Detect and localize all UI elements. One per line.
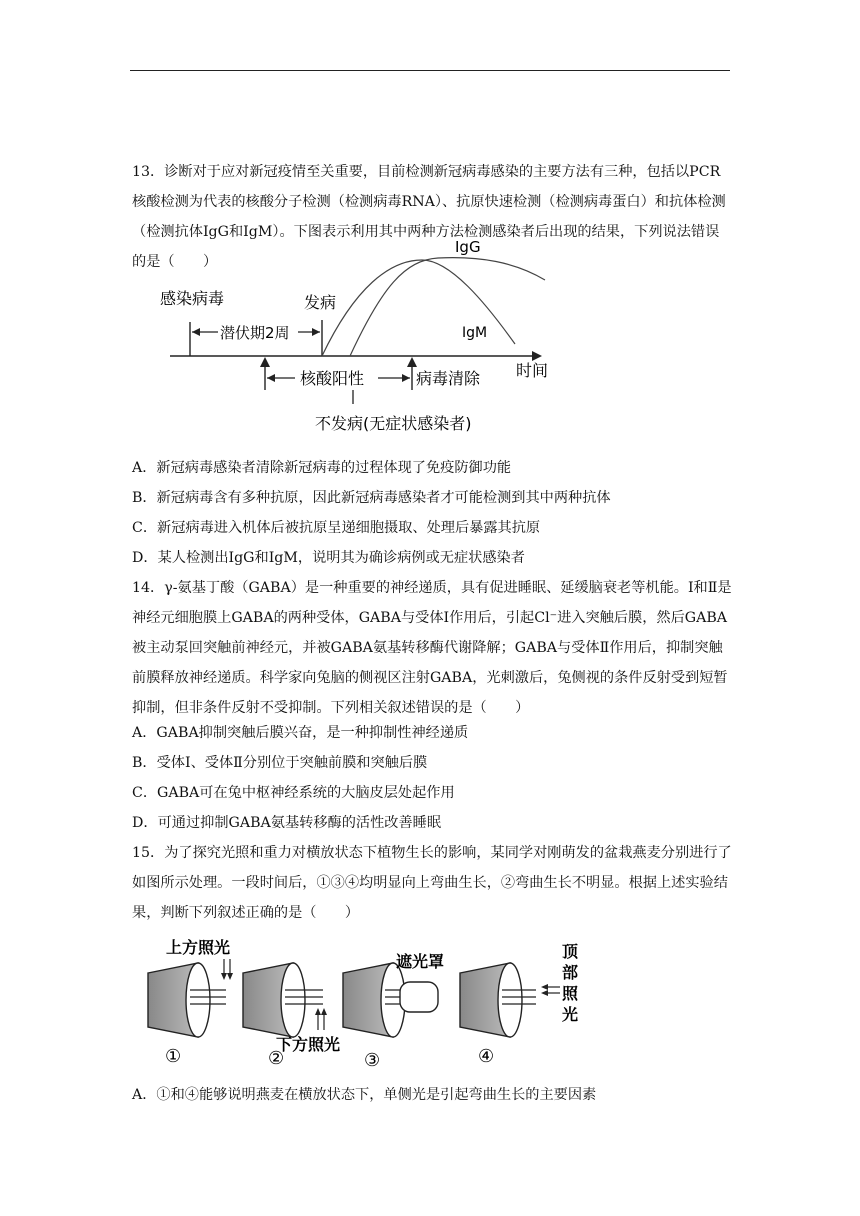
- q14-option-a: A．GABA抑制突触后膜兴奋，是一种抑制性神经递质: [132, 725, 469, 741]
- label-3: ③: [364, 1050, 381, 1071]
- q13-figure: [150, 232, 570, 442]
- tip-light-char-3: 照: [562, 984, 579, 1003]
- igm-curve: [322, 260, 515, 356]
- q15-option-a: A．①和④能够说明燕麦在横放状态下，单侧光是引起弯曲生长的主要因素: [132, 1087, 597, 1103]
- top-light-label: 上方照光: [166, 938, 231, 957]
- pot-3: [343, 963, 438, 1037]
- q13-stem: 13．诊断对于应对新冠疫情至关重要，目前检测新冠病毒感染的主要方法有三种，包括以PCR核酸检测为代表的核酸分子检测（检测病毒RNA）、抗原快速检测（检测病毒蛋白）和抗体检测（检测抗体IgG和IgM）。下图表示利用其中两种方法检测感染者后出现的结果，下列说法错误的是（ ）: [132, 164, 726, 270]
- q14-stem: 14．γ-氨基丁酸（GABA）是一种重要的神经递质，具有促进睡眠、延缓脑衰老等机能。Ⅰ和Ⅱ是神经元细胞膜上GABA的两种受体，GABA与受体Ⅰ作用后，引起Cl⁻进入突触后膜，然后GABA被主动泵回突触前神经元，并被GABA氨基转移酶代谢降解；GABA与受体Ⅱ作用后，抑制突触前膜释放神经递质。科学家向兔脑的侧视区注射GABA，光刺激后，兔侧视的条件反射受到短暂抑制，但非条件反射不受抑制。下列相关叙述错误的是（ ）: [132, 580, 732, 716]
- nucleic-positive-label: 核酸阳性: [300, 369, 365, 388]
- header-rule: [130, 70, 730, 71]
- pot-1: [148, 963, 226, 1037]
- q15-figure: [138, 935, 598, 1075]
- q15-stem: 15．为了探究光照和重力对横放状态下植物生长的影响，某同学对刚萌发的盆栽燕麦分别进行了如图所示处理。一段时间后，①③④均明显向上弯曲生长，②弯曲生长不明显。根据上述实验结果，判断下列叙述正确的是（ ）: [132, 845, 732, 921]
- q13-option-b: B．新冠病毒含有多种抗原，因此新冠病毒感染者才可能检测到其中两种抗体: [132, 490, 611, 506]
- bottom-light-label: 下方照光: [276, 1035, 341, 1054]
- q14-option-b: B．受体Ⅰ、受体Ⅱ分别位于突触前膜和突触后膜: [132, 755, 428, 771]
- no-onset-label: 不发病(无症状感染者): [315, 414, 472, 433]
- virus-cleared-label: 病毒清除: [416, 369, 481, 388]
- tip-light-char-4: 光: [562, 1005, 579, 1024]
- igg-curve: [350, 258, 545, 356]
- pot-4: [460, 963, 536, 1037]
- label-2: ②: [268, 1048, 285, 1069]
- q13-option-c: C．新冠病毒进入机体后被抗原呈递细胞摄取、处理后暴露其抗原: [132, 520, 541, 536]
- q14-option-c: C．GABA可在兔中枢神经系统的大脑皮层处起作用: [132, 785, 455, 801]
- infection-label: 感染病毒: [160, 289, 225, 308]
- tip-light-char-2: 部: [562, 963, 579, 982]
- igm-label: IgM: [462, 325, 488, 341]
- pot-2: [243, 963, 323, 1037]
- q14-option-d: D．可通过抑制GABA氨基转移酶的活性改善睡眠: [132, 815, 442, 831]
- onset-label: 发病: [304, 293, 337, 312]
- label-1: ①: [165, 1046, 182, 1067]
- q13-option-d: D．某人检测出IgG和IgM，说明其为确诊病例或无症状感染者: [132, 550, 525, 566]
- tip-light-char-1: 顶: [562, 942, 579, 961]
- q13-option-a: A．新冠病毒感染者清除新冠病毒的过程体现了免疫防御功能: [132, 460, 512, 476]
- time-label: 时间: [516, 361, 549, 380]
- shade-cover: [400, 982, 438, 1012]
- igg-label: IgG: [455, 238, 481, 256]
- shade-label: 遮光罩: [396, 952, 445, 971]
- label-4: ④: [478, 1046, 495, 1067]
- incubation-label: 潜伏期2周: [220, 324, 290, 342]
